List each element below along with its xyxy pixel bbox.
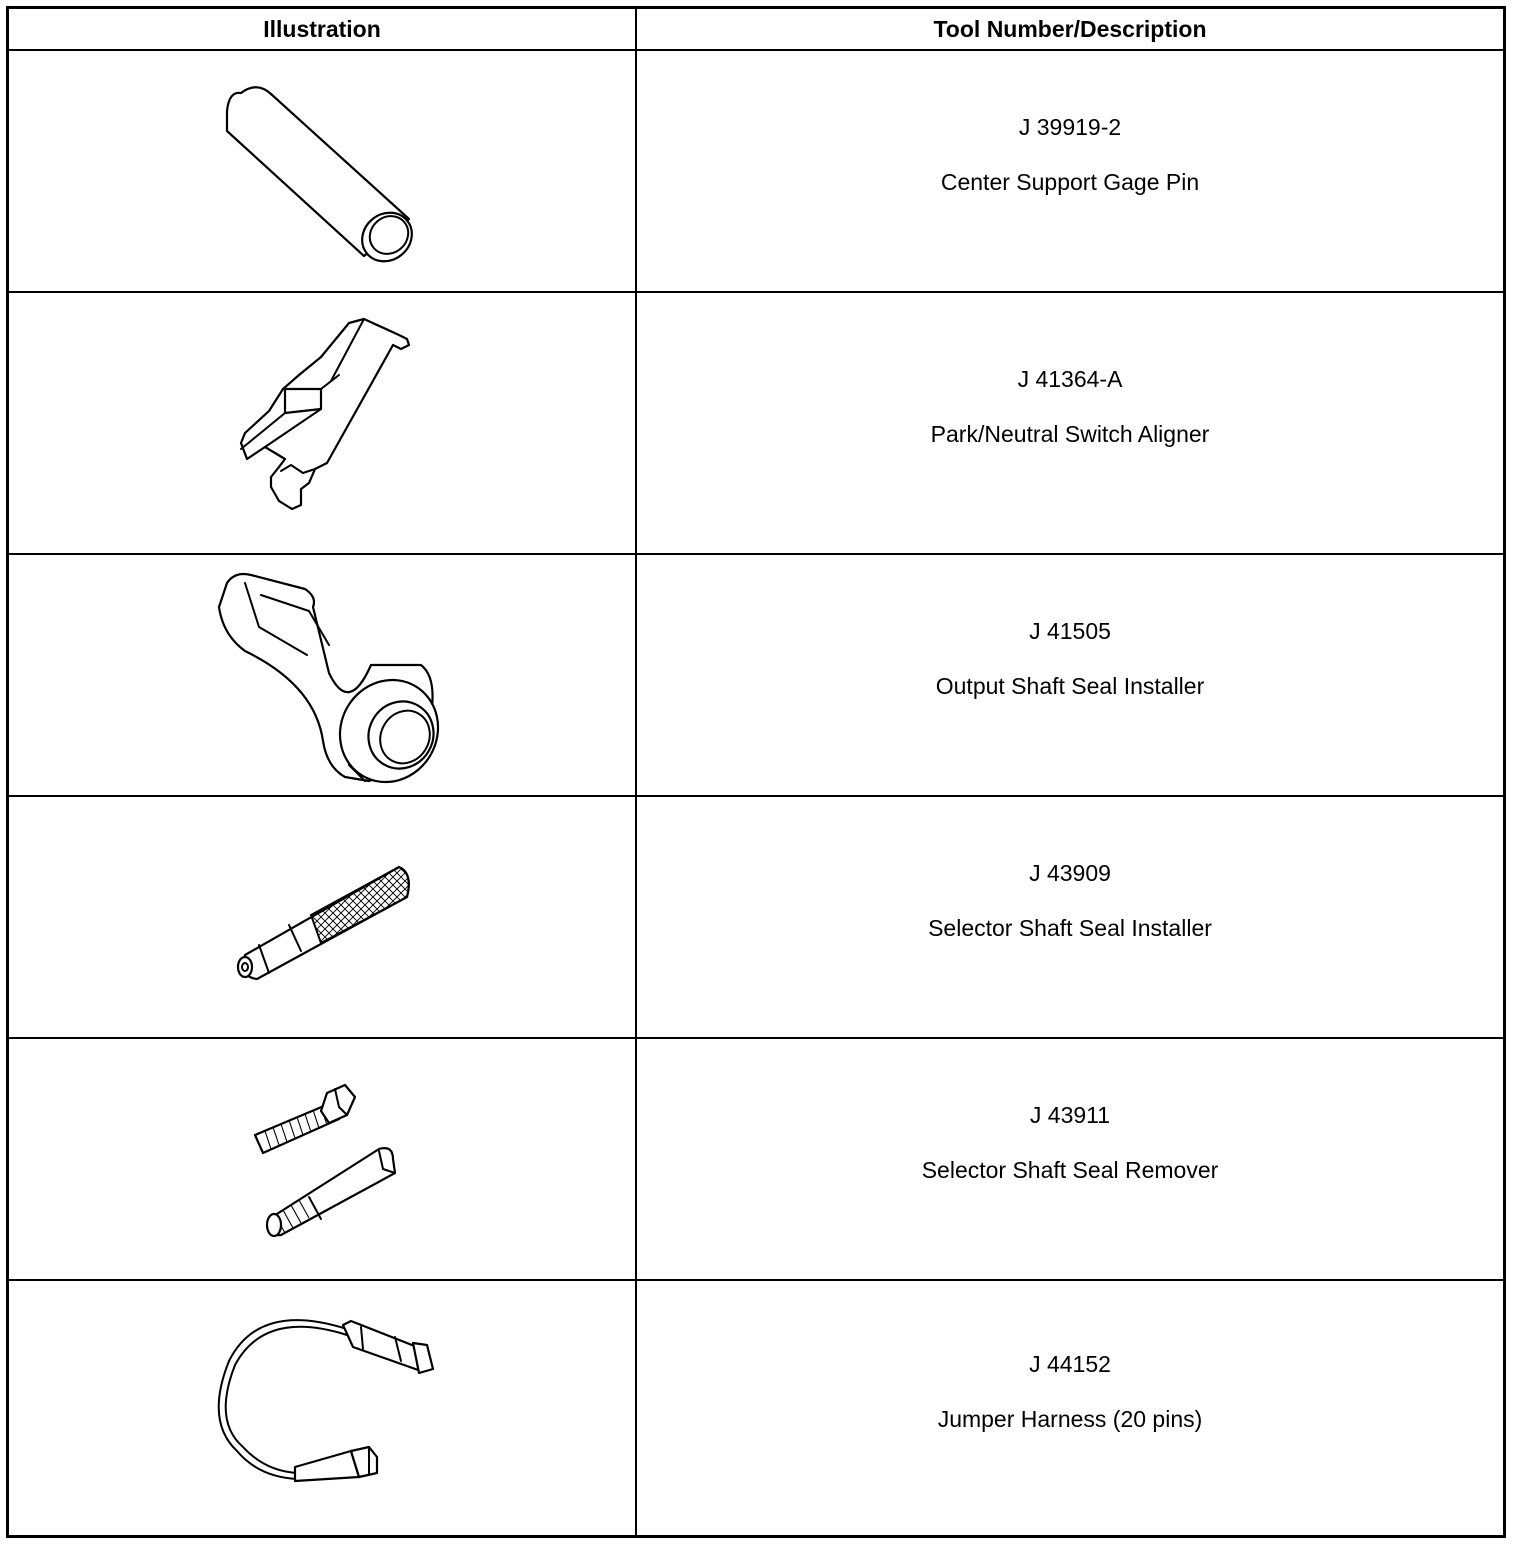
tool-number: J 39919-2 [1018,113,1122,140]
tool-description-cell [637,1039,1503,1279]
tool-number: J 44152 [1029,1350,1111,1377]
tool-number: J 41364-A [1017,365,1123,392]
tool-description: Selector Shaft Seal Installer [928,914,1212,941]
table-header [9,9,1503,51]
gage-pin-icon [9,51,635,291]
table-row [9,51,1503,293]
switch-aligner-icon [9,293,635,553]
header-tool-number-description: Tool Number/Description [933,16,1207,42]
tool-number: J 41505 [1029,617,1111,644]
table-row [9,1281,1503,1535]
tool-description-cell [637,555,1503,795]
tool-description: Jumper Harness (20 pins) [937,1405,1203,1432]
jumper-harness-icon [9,1281,635,1535]
tool-number: J 43909 [1029,859,1111,886]
table-row [9,293,1503,555]
tool-description: Center Support Gage Pin [940,168,1200,195]
seal-remover-icon [9,1039,635,1279]
header-illustration: Illustration [263,16,381,42]
tool-number: J 43911 [1029,1101,1111,1128]
selector-seal-installer-icon [9,797,635,1037]
table-row [9,1039,1503,1281]
table-row [9,555,1503,797]
tool-description: Output Shaft Seal Installer [935,672,1205,699]
tool-description-cell [637,797,1503,1037]
tool-description-cell [637,293,1503,553]
table-row [9,797,1503,1039]
tool-description: Park/Neutral Switch Aligner [930,420,1210,447]
tool-description-cell [637,51,1503,291]
tool-description-cell [637,1281,1503,1535]
seal-installer-icon [9,555,635,795]
tools-table [6,6,1506,1538]
tool-description: Selector Shaft Seal Remover [921,1156,1219,1183]
